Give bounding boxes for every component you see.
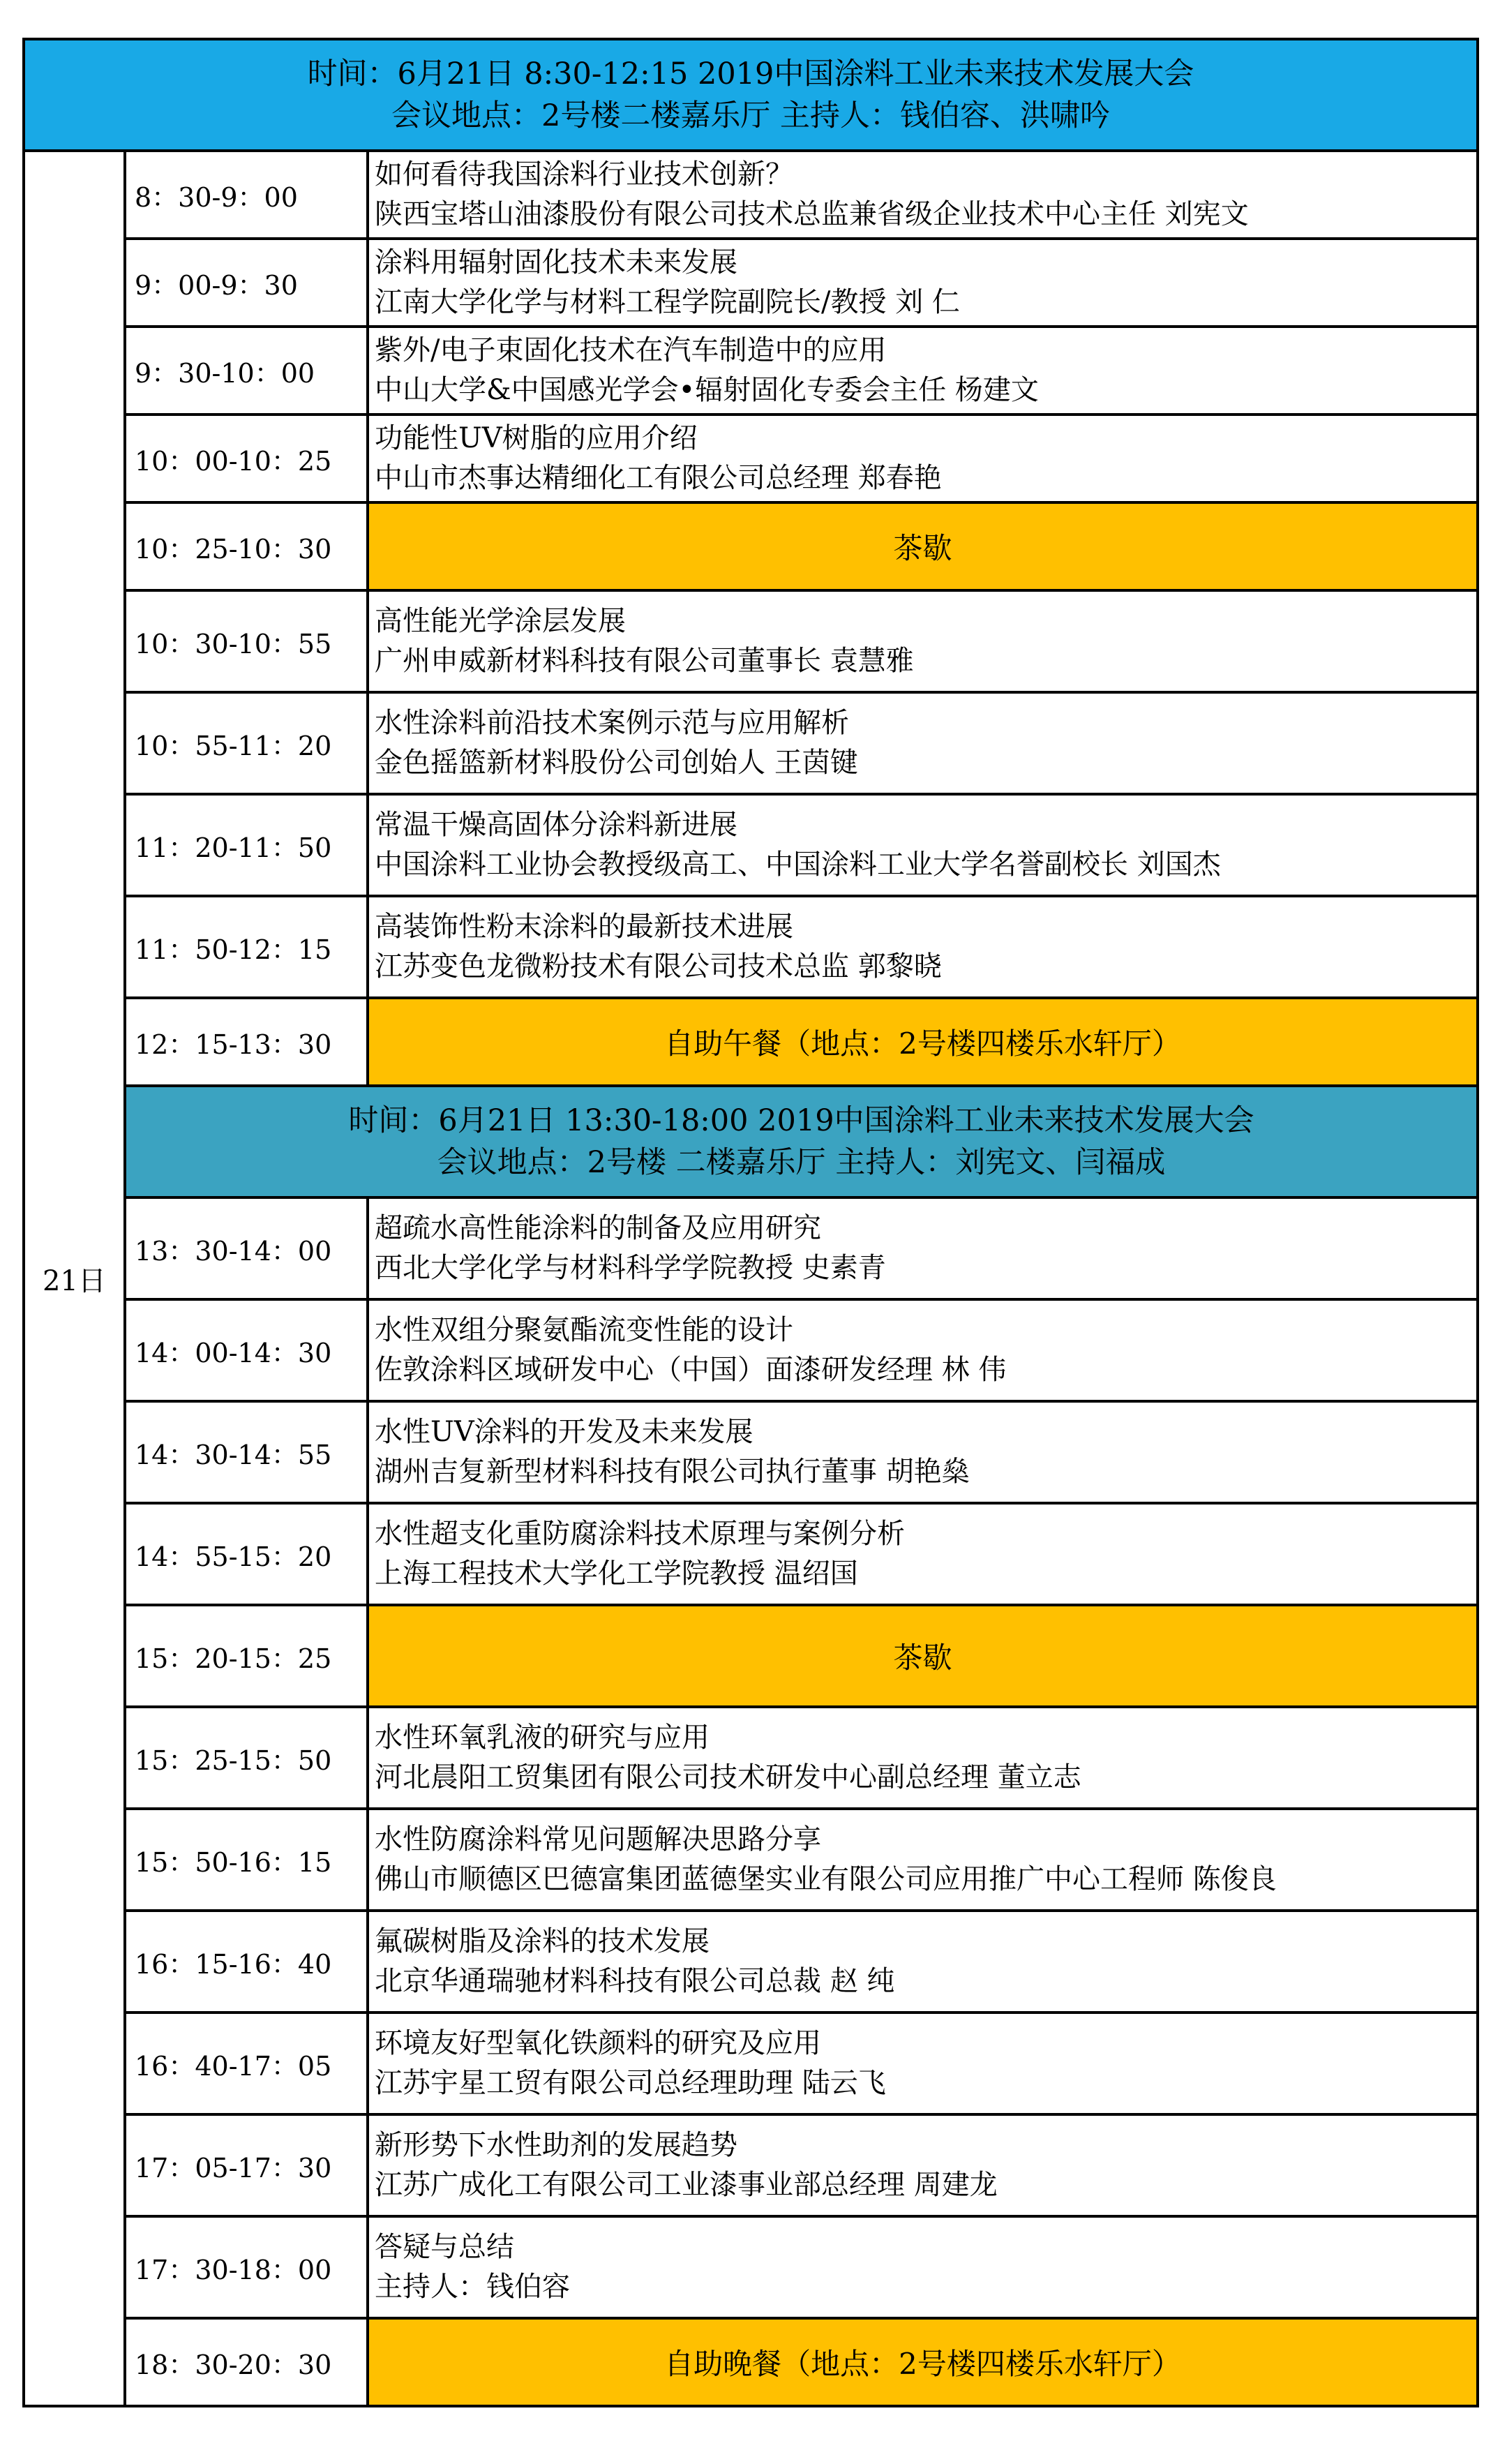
session-row xyxy=(24,327,1478,415)
morning-header-banner xyxy=(24,39,1478,151)
session-topic xyxy=(368,1911,1478,2013)
header-venue-host: 会议地点：2号楼二楼嘉乐厅 主持人：钱伯容、洪啸吟 xyxy=(391,98,1111,133)
session-topic xyxy=(368,1809,1478,1911)
agenda-table xyxy=(22,38,1479,2407)
speaker-affiliation: 主持人：钱伯容 xyxy=(375,2271,570,2303)
talk-title: 水性双组分聚氨酯流变性能的设计 xyxy=(375,1314,793,1346)
session-topic xyxy=(368,1197,1478,1299)
session-row xyxy=(24,692,1478,794)
speaker-affiliation: 河北晨阳工贸集团有限公司技术研发中心副总经理 董立志 xyxy=(375,1761,1081,1793)
session-topic xyxy=(368,1503,1478,1605)
speaker-affiliation: 佛山市顺德区巴德富集团蓝德堡实业有限公司应用推广中心工程师 陈俊良 xyxy=(375,1863,1277,1895)
session-row xyxy=(24,415,1478,502)
session-topic xyxy=(368,2216,1478,2318)
session-topic xyxy=(368,1707,1478,1809)
session-topic xyxy=(368,794,1478,896)
session-row xyxy=(24,590,1478,692)
session-time: 18：30-20：30 xyxy=(125,2318,368,2406)
session-time: 10：25-10：30 xyxy=(125,502,368,590)
session-time: 16：15-16：40 xyxy=(125,1911,368,2013)
session-topic xyxy=(368,327,1478,415)
talk-title: 功能性UV树脂的应用介绍 xyxy=(375,422,698,454)
session-time: 14：00-14：30 xyxy=(125,1299,368,1401)
session-row xyxy=(24,1299,1478,1401)
break-row xyxy=(24,998,1478,1086)
break-label: 茶歇 xyxy=(368,1605,1478,1707)
session-row xyxy=(24,794,1478,896)
session-time: 15：25-15：50 xyxy=(125,1707,368,1809)
morning-header-row xyxy=(24,39,1478,151)
talk-title: 水性环氧乳液的研究与应用 xyxy=(375,1722,710,1754)
talk-title: 高性能光学涂层发展 xyxy=(375,605,626,637)
session-row xyxy=(24,896,1478,998)
speaker-affiliation: 上海工程技术大学化工学院教授 温绍国 xyxy=(375,1558,858,1590)
break-label: 自助午餐（地点：2号楼四楼乐水轩厅） xyxy=(368,998,1478,1086)
talk-title: 氟碳树脂及涂料的技术发展 xyxy=(375,1925,710,1957)
speaker-affiliation: 中国涂料工业协会教授级高工、中国涂料工业大学名誉副校长 刘国杰 xyxy=(375,849,1221,881)
session-topic xyxy=(368,415,1478,502)
break-row xyxy=(24,1605,1478,1707)
talk-title: 水性防腐涂料常见问题解决思路分享 xyxy=(375,1823,821,1856)
session-time: 9：30-10：00 xyxy=(125,327,368,415)
session-topic xyxy=(368,896,1478,998)
session-row xyxy=(24,2216,1478,2318)
session-topic xyxy=(368,590,1478,692)
session-row xyxy=(24,1707,1478,1809)
session-row xyxy=(24,151,1478,239)
speaker-affiliation: 江苏宇星工贸有限公司总经理助理 陆云飞 xyxy=(375,2067,886,2099)
speaker-affiliation: 江苏广成化工有限公司工业漆事业部总经理 周建龙 xyxy=(375,2169,998,2201)
speaker-affiliation: 江苏变色龙微粉技术有限公司技术总监 郭黎晓 xyxy=(375,950,942,983)
header-venue-host: 会议地点：2号楼 二楼嘉乐厅 主持人：刘宪文、闫福成 xyxy=(437,1145,1166,1180)
session-topic xyxy=(368,151,1478,239)
session-time: 11：20-11：50 xyxy=(125,794,368,896)
talk-title: 水性涂料前沿技术案例示范与应用解析 xyxy=(375,707,849,739)
speaker-affiliation: 佐敦涂料区域研发中心（中国）面漆研发经理 林 伟 xyxy=(375,1354,1007,1386)
agenda-body xyxy=(24,39,1478,2406)
session-time: 8：30-9：00 xyxy=(125,151,368,239)
break-row xyxy=(24,502,1478,590)
session-time: 9：00-9：30 xyxy=(125,239,368,327)
speaker-affiliation: 金色摇篮新材料股份公司创始人 王茵键 xyxy=(375,747,858,779)
session-time: 15：50-16：15 xyxy=(125,1809,368,1911)
session-topic xyxy=(368,2114,1478,2216)
session-row xyxy=(24,1911,1478,2013)
speaker-affiliation: 北京华通瑞驰材料科技有限公司总裁 赵 纯 xyxy=(375,1965,895,1997)
talk-title: 水性超支化重防腐涂料技术原理与案例分析 xyxy=(375,1518,905,1550)
break-row xyxy=(24,2318,1478,2406)
session-time: 17：05-17：30 xyxy=(125,2114,368,2216)
break-label: 茶歇 xyxy=(368,502,1478,590)
session-row xyxy=(24,239,1478,327)
talk-title: 涂料用辐射固化技术未来发展 xyxy=(375,246,737,278)
session-time: 16：40-17：05 xyxy=(125,2013,368,2114)
session-time: 17：30-18：00 xyxy=(125,2216,368,2318)
session-time: 10：00-10：25 xyxy=(125,415,368,502)
talk-title: 紫外/电子束固化技术在汽车制造中的应用 xyxy=(375,334,887,366)
session-row xyxy=(24,1503,1478,1605)
session-topic xyxy=(368,692,1478,794)
talk-title: 水性UV涂料的开发及未来发展 xyxy=(375,1416,753,1448)
session-time: 13：30-14：00 xyxy=(125,1197,368,1299)
session-topic xyxy=(368,2013,1478,2114)
header-time-title: 时间：6月21日 13:30-18:00 2019中国涂料工业未来技术发展大会 xyxy=(348,1103,1254,1138)
session-row xyxy=(24,1197,1478,1299)
session-time: 10：55-11：20 xyxy=(125,692,368,794)
day-cell: 21日 xyxy=(24,151,125,2406)
talk-title: 答疑与总结 xyxy=(375,2231,514,2263)
header-time-title: 时间：6月21日 8:30-12:15 2019中国涂料工业未来技术发展大会 xyxy=(307,57,1194,91)
session-row xyxy=(24,2114,1478,2216)
session-topic xyxy=(368,239,1478,327)
session-row xyxy=(24,2013,1478,2114)
session-time: 14：55-15：20 xyxy=(125,1503,368,1605)
session-row xyxy=(24,1809,1478,1911)
session-time: 14：30-14：55 xyxy=(125,1401,368,1503)
speaker-affiliation: 江南大学化学与材料工程学院副院长/教授 刘 仁 xyxy=(375,286,960,318)
speaker-affiliation: 西北大学化学与材料科学学院教授 史素青 xyxy=(375,1252,886,1284)
speaker-affiliation: 陕西宝塔山油漆股份有限公司技术总监兼省级企业技术中心主任 刘宪文 xyxy=(375,198,1249,230)
talk-title: 高装饰性粉末涂料的最新技术进展 xyxy=(375,911,793,943)
session-row xyxy=(24,1401,1478,1503)
speaker-affiliation: 中山大学&中国感光学会•辐射固化专委会主任 杨建文 xyxy=(375,374,1039,406)
speaker-affiliation: 湖州吉复新型材料科技有限公司执行董事 胡艳燊 xyxy=(375,1456,970,1488)
session-time: 10：30-10：55 xyxy=(125,590,368,692)
break-label: 自助晚餐（地点：2号楼四楼乐水轩厅） xyxy=(368,2318,1478,2406)
talk-title: 常温干燥高固体分涂料新进展 xyxy=(375,809,737,841)
session-topic xyxy=(368,1401,1478,1503)
session-topic xyxy=(368,1299,1478,1401)
talk-title: 新形势下水性助剂的发展趋势 xyxy=(375,2129,737,2161)
talk-title: 环境友好型氧化铁颜料的研究及应用 xyxy=(375,2027,821,2059)
talk-title: 如何看待我国涂料行业技术创新？ xyxy=(375,158,793,191)
talk-title: 超疏水高性能涂料的制备及应用研究 xyxy=(375,1212,821,1244)
session-time: 15：20-15：25 xyxy=(125,1605,368,1707)
session-time: 12：15-13：30 xyxy=(125,998,368,1086)
speaker-affiliation: 广州申威新材料科技有限公司董事长 袁慧雅 xyxy=(375,645,914,677)
speaker-affiliation: 中山市杰事达精细化工有限公司总经理 郑春艳 xyxy=(375,462,942,494)
afternoon-header-banner xyxy=(125,1086,1478,1197)
session-time: 11：50-12：15 xyxy=(125,896,368,998)
afternoon-header-row xyxy=(24,1086,1478,1197)
